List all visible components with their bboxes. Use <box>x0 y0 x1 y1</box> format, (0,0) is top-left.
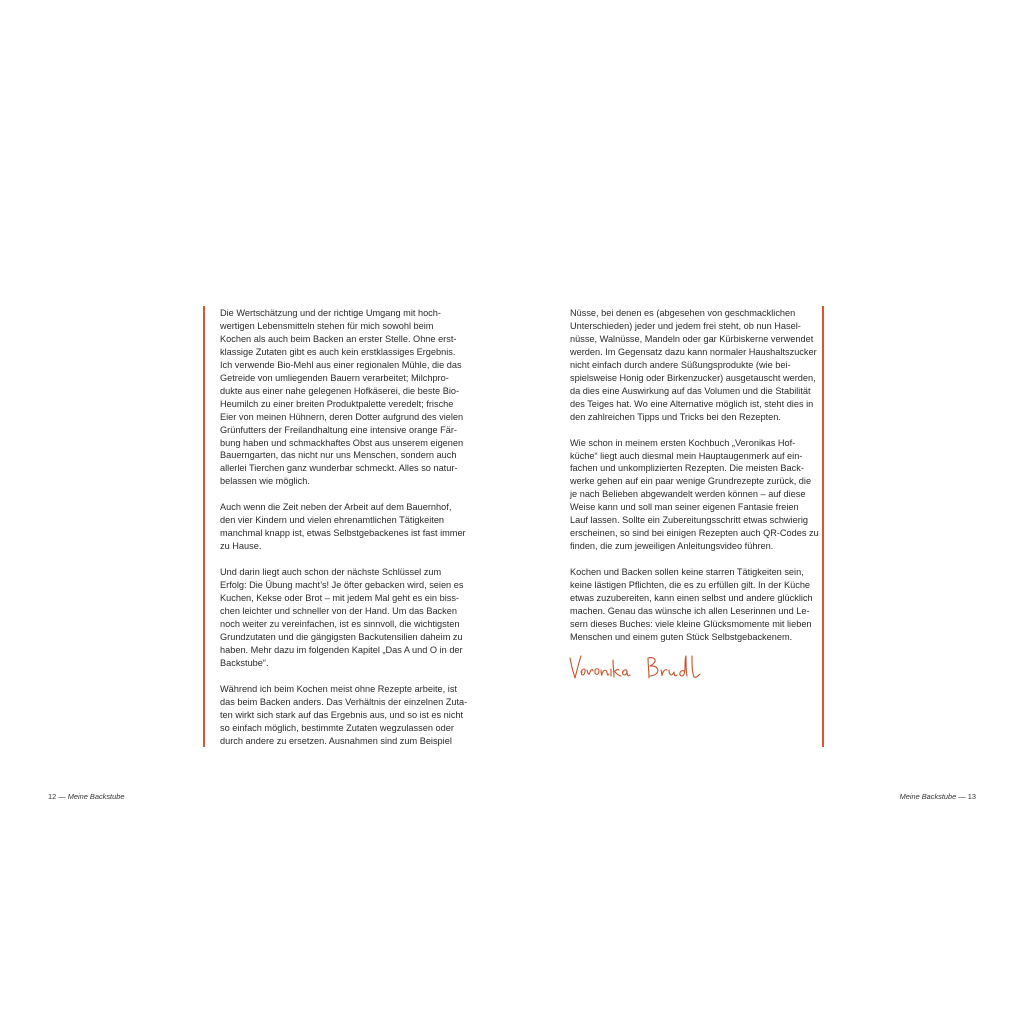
text-line: haben. Mehr dazu im folgenden Kapitel „Das A und O in der <box>220 644 463 655</box>
footer-separator-left: — <box>56 792 68 801</box>
text-line: je nach Belieben abgewandelt werden können – auf diese <box>570 489 806 500</box>
text-line: Backstube“. <box>220 657 269 668</box>
text-line: ten wirkt sich stark auf das Ergebnis aus, und so ist es nicht <box>220 709 464 720</box>
left-page-text-column <box>220 307 470 761</box>
left-column-rule <box>203 306 205 747</box>
text-line: noch weiter zu vereinfachen, ist es sinnvoll, die wichtigsten <box>220 618 460 629</box>
text-line: klassige Zutaten gibt es auch kein erstklassiges Ergebnis. <box>220 346 456 357</box>
text-line: den zahlreichen Tipps und Tricks bei den Rezepten. <box>570 411 781 422</box>
text-line: manchmal knapp ist, etwas Selbstgebackenes ist fast immer <box>220 528 466 539</box>
body-paragraph <box>220 307 470 488</box>
text-line: Kuchen, Kekse oder Brot – mit jedem Mal geht es ein biss- <box>220 593 459 604</box>
text-line: Kochen und Backen sollen keine starren Tätigkeiten sein, <box>570 567 804 578</box>
text-line: dukte aus einer nahe gelegenen Hofkäserei, die beste Bio- <box>220 385 460 396</box>
text-line: werden. Im Gegensatz dazu kann normaler Haushaltszucker <box>570 346 817 357</box>
text-line: erscheinen, so sind bei einigen Rezepten auch QR-Codes zu <box>570 528 819 539</box>
text-line: Während ich beim Kochen meist ohne Rezepte arbeite, ist <box>220 683 457 694</box>
text-line: Heumilch zu einer breiten Produktpalette veredelt; frische <box>220 398 454 409</box>
text-line: Eier von meinen Hühnern, deren Dotter aufgrund des vielen <box>220 411 464 422</box>
text-line: wertigen Lebensmitteln stehen für mich sowohl beim <box>220 320 434 331</box>
text-line: küche“ liegt auch diesmal mein Hauptaugenmerk auf ein- <box>570 450 803 461</box>
body-paragraph <box>570 566 820 644</box>
text-line: machen. Genau das wünsche ich allen Leserinnen und Le- <box>570 606 810 617</box>
text-line: allerlei Tierchen ganz wunderbar schmeckt. Alles so natur- <box>220 463 458 474</box>
text-line: Die Wertschätzung und der richtige Umgang mit hoch- <box>220 308 441 318</box>
running-title-right: Meine Backstube <box>899 792 957 801</box>
text-line: Lauf lassen. Sollte ein Zubereitungsschritt etwas schwierig <box>570 515 808 526</box>
text-line: durch andere zu ersetzen. Ausnahmen sind zum Beispiel <box>220 735 452 746</box>
text-line: spielsweise Honig oder Birkenzucker) ausgetauscht werden, <box>570 372 816 383</box>
text-line: chen leichter und schneller von der Hand. Um das Backen <box>220 606 457 617</box>
text-line: Grundzutaten und die gängigsten Backutensilien daheim zu <box>220 631 463 642</box>
text-line: keine lästigen Pflichten, die es zu erfüllen gilt. In der Küche <box>570 580 811 591</box>
text-line: Auch wenn die Zeit neben der Arbeit auf dem Bauernhof, <box>220 502 452 513</box>
body-paragraph <box>570 307 820 424</box>
page-number-right: 13 <box>967 792 976 801</box>
text-line: Kochen als auch beim Backen an erster Stelle. Ohne erst- <box>220 333 457 344</box>
text-line: des Teiges hat. Wo eine Alternative möglich ist, steht dies in <box>570 398 814 409</box>
author-signature <box>566 650 726 690</box>
text-line: so einfach möglich, bestimmte Zutaten wegzulassen oder <box>220 722 454 733</box>
text-line: zu Hause. <box>220 541 262 552</box>
text-line: da dies eine Auswirkung auf das Volumen und die Stabilität <box>570 385 811 396</box>
text-line: Wie schon in meinem ersten Kochbuch „Veronikas Hof- <box>570 437 796 448</box>
text-line: Weise kann und soll man seiner eigenen Fantasie freien <box>570 502 799 513</box>
text-line: Nüsse, bei denen es (abgesehen von geschmacklichen <box>570 308 796 318</box>
body-paragraph <box>220 501 470 553</box>
text-line: den vier Kindern und vielen ehrenamtlichen Tätigkeiten <box>220 515 445 526</box>
body-paragraph <box>220 683 470 748</box>
text-line: Bauerngarten, das nicht nur uns Menschen, sondern auch <box>220 450 457 461</box>
right-page-text-column <box>570 307 820 657</box>
page-number-left: 12 <box>48 792 57 801</box>
text-line: Ich verwende Bio-Mehl aus einer regionalen Mühle, die das <box>220 359 462 370</box>
body-paragraph <box>570 437 820 554</box>
footer-separator-right: — <box>956 792 968 801</box>
text-line: werke gehen auf ein paar wenige Grundrezepte zurück, die <box>570 476 812 487</box>
text-line: Unterschieden) jeder und jedem frei steht, ob nun Hasel- <box>570 320 801 331</box>
text-line: Menschen und einem guten Stück Selbstgebackenem. <box>570 631 793 642</box>
text-line: nüsse, Walnüsse, Mandeln oder gar Kürbiskerne verwendet <box>570 333 814 344</box>
left-page-footer <box>48 792 124 801</box>
text-line: bung haben und schmackhaftes Obst aus unserem eigenen <box>220 437 464 448</box>
text-line: finden, die zum jeweiligen Anleitungsvideo führen. <box>570 541 774 552</box>
running-title-left: Meine Backstube <box>67 792 125 801</box>
right-page-footer <box>900 792 976 801</box>
body-paragraph <box>220 566 470 670</box>
text-line: belassen wie möglich. <box>220 476 310 487</box>
text-line: das beim Backen anders. Das Verhältnis der einzelnen Zuta- <box>220 696 468 707</box>
text-line: nicht einfach durch andere Süßungsprodukte (wie bei- <box>570 359 791 370</box>
text-line: Getreide von umliegenden Bauern verarbeitet; Milchpro- <box>220 372 449 383</box>
text-line: etwas zuzubereiten, kann einen selbst und andere glücklich <box>570 593 813 604</box>
text-line: fachen und unkomplizierten Rezepten. Die meisten Back- <box>570 463 804 474</box>
text-line: Und darin liegt auch schon der nächste Schlüssel zum <box>220 567 442 578</box>
right-column-rule <box>822 306 824 747</box>
text-line: sern dieses Buches: viele kleine Glücksmomente mit lieben <box>570 618 812 629</box>
text-line: Grünfutters der Freilandhaltung eine intensive orange Fär- <box>220 424 457 435</box>
text-line: Erfolg: Die Übung macht’s! Je öfter gebacken wird, seien es <box>220 580 464 591</box>
